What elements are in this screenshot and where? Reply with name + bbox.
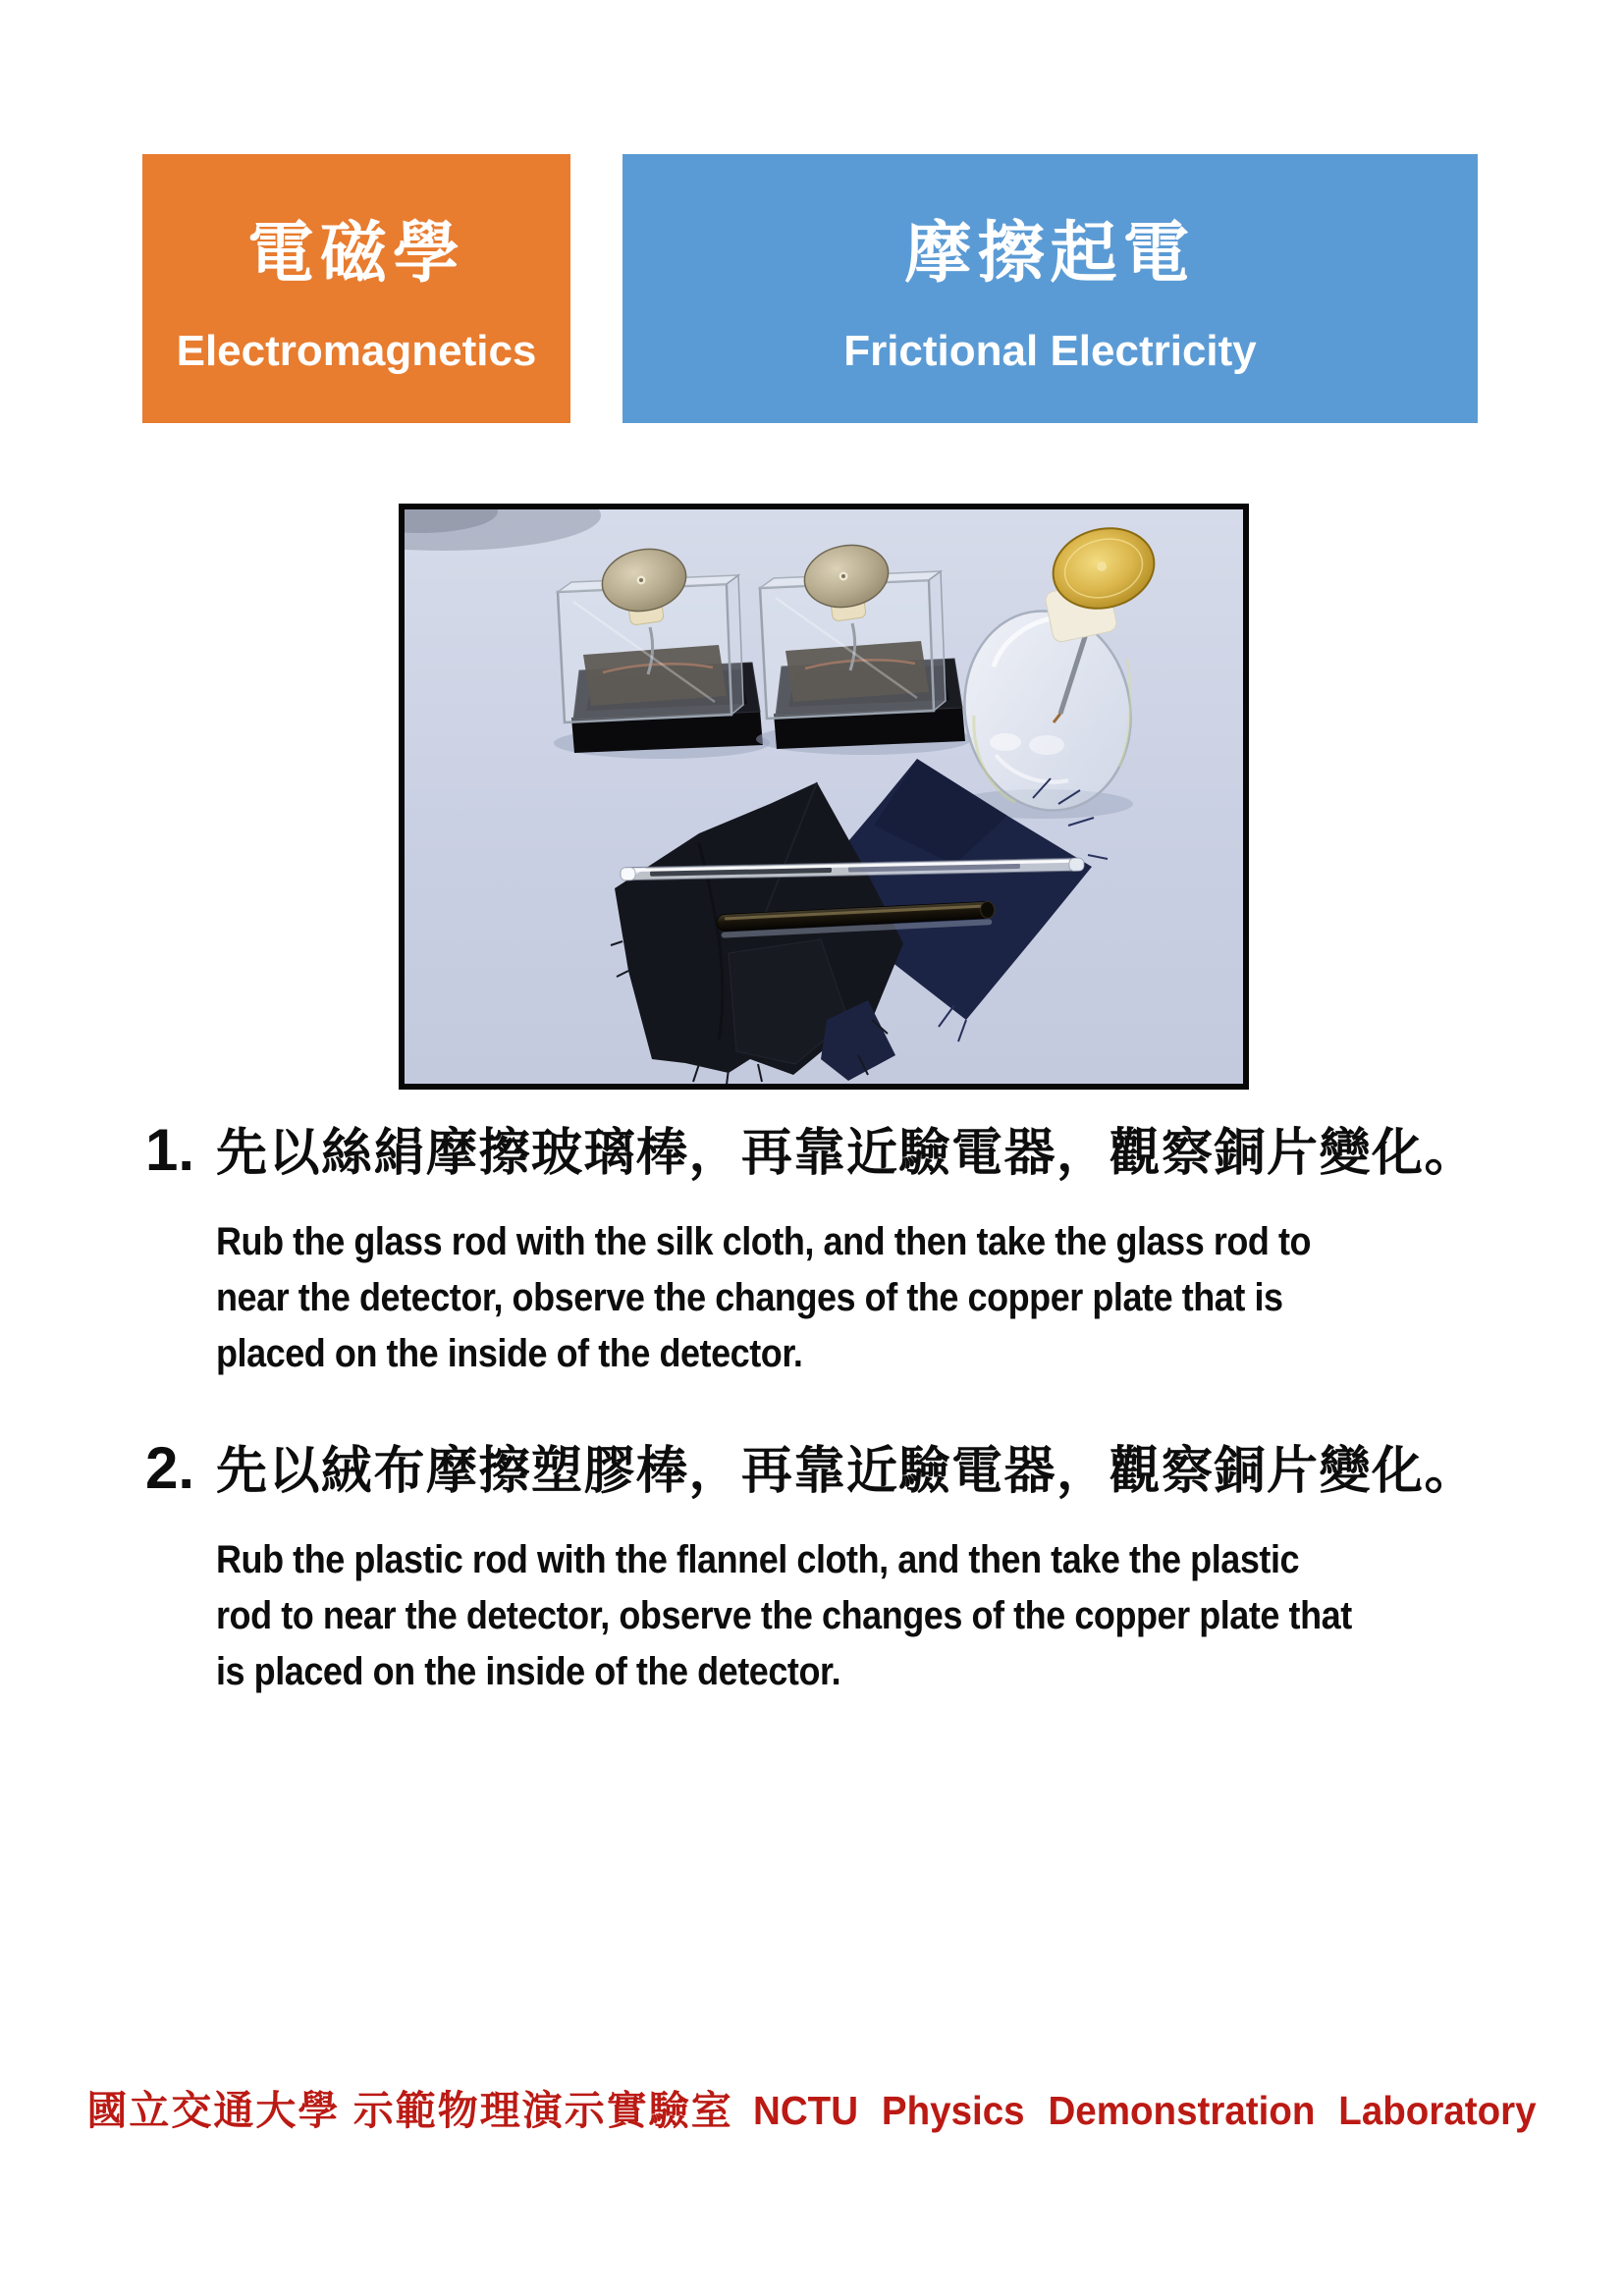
category-banner bbox=[142, 154, 570, 423]
topic-banner bbox=[623, 154, 1478, 423]
instruction-1-number: 1. bbox=[145, 1117, 195, 1183]
instruction-2-number: 2. bbox=[145, 1435, 195, 1501]
footer-lab-name-zh: 國立交通大學 示範物理演示實驗室 bbox=[86, 2088, 733, 2133]
instructions bbox=[145, 1111, 1520, 1747]
instruction-item-1 bbox=[145, 1111, 1520, 1382]
instruction-2-en-line-2: rod to near the detector, observe the changes of the copper plate that bbox=[216, 1594, 1352, 1637]
footer-lab-name-en: NCTU Physics Demonstration Laboratory bbox=[753, 2088, 1537, 2133]
instruction-1-en bbox=[216, 1214, 1520, 1382]
instruction-1-zh: 先以絲絹摩擦玻璃棒，再靠近驗電器，觀察銅片變化。 bbox=[216, 1125, 1478, 1182]
instruction-2-en-line-1: Rub the plastic rod with the flannel cloth, and then take the plastic bbox=[216, 1538, 1300, 1581]
instruction-2-zh: 先以絨布摩擦塑膠棒，再靠近驗電器，觀察銅片變化。 bbox=[216, 1443, 1478, 1500]
instruction-1-en-line-1: Rub the glass rod with the silk cloth, and then take the glass rod to bbox=[216, 1220, 1312, 1263]
category-title-en: Electromagnetics bbox=[176, 327, 537, 375]
instruction-1-en-line-3: placed on the inside of the detector. bbox=[216, 1332, 803, 1375]
topic-title-en: Frictional Electricity bbox=[843, 327, 1257, 375]
equipment-photo bbox=[399, 504, 1249, 1090]
instruction-2-en-line-3: is placed on the inside of the detector. bbox=[216, 1650, 841, 1693]
instruction-item-2 bbox=[145, 1429, 1520, 1700]
category-title-zh: 電磁學 bbox=[246, 216, 465, 291]
instruction-1-en-line-2: near the detector, observe the changes of the copper plate that is bbox=[216, 1276, 1283, 1319]
instruction-2-en bbox=[216, 1532, 1520, 1700]
footer bbox=[0, 2083, 1624, 2148]
topic-title-zh: 摩擦起電 bbox=[904, 216, 1196, 291]
